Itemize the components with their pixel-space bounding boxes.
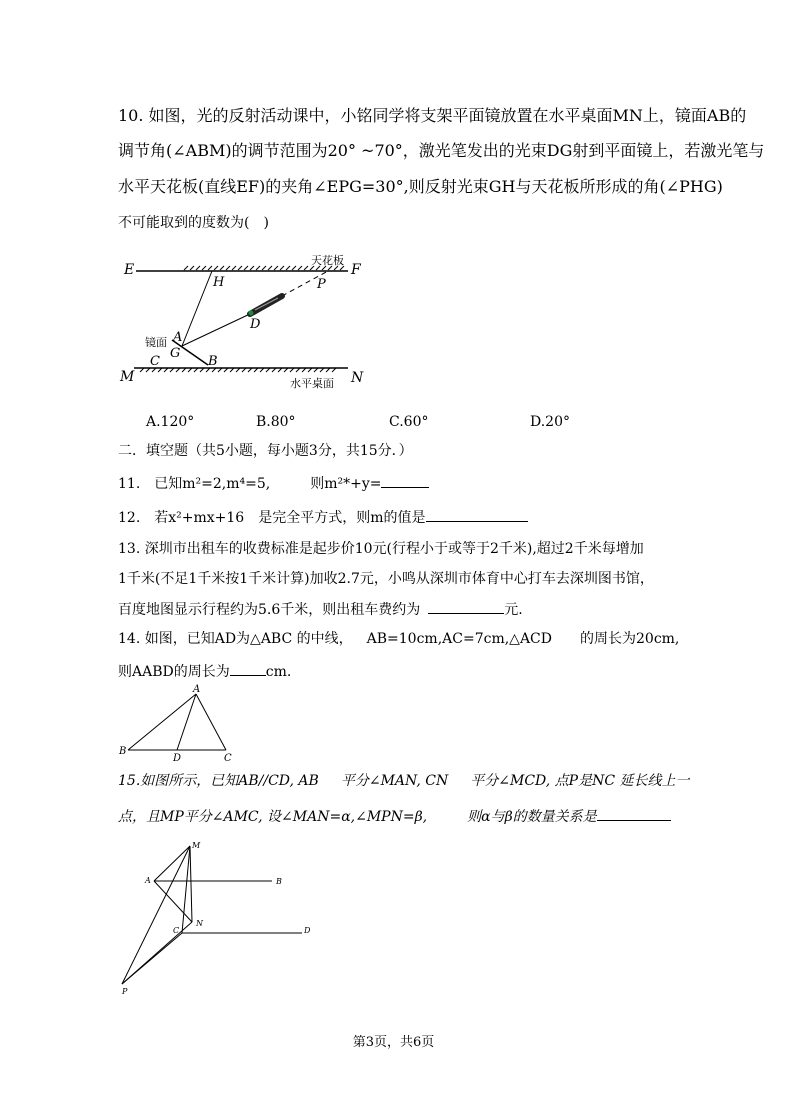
q15-line2b: 则α与β的数量关系是 [467,809,597,825]
q12-text: 12. 若x²+mx+16 是完全平方式，则m的值是 [118,510,426,526]
q13-line1: 13. 深圳市出租车的收费标准是起步价10元(行程小于或等于2千米),超过2千米每增加 [118,541,644,557]
label-ceiling: 天花板 [311,254,344,267]
q14-line1c: 的周长为20cm, [580,631,680,647]
q15-label-b: B [276,877,282,886]
option-c: C.60° [389,414,429,430]
q14-label-a: A [193,684,201,695]
option-a: A.120° [146,414,195,430]
q15-label-m: M [192,841,201,850]
q15-label-a: A [145,876,151,885]
q10-line1: 10. 如图，光的反射活动课中，小铭同学将支架平面镜放置在水平桌面MN上，镜面AB的 [118,106,747,125]
q11-middle: 则m²*+y= [310,476,382,492]
q15-line1 [118,772,690,790]
ray-gh [182,271,212,346]
q13-line2: 1千米(不足1千米按1千米计算)加收2.7元，小鸣从深圳市体育中心打车去深圳图书馆， [118,571,654,587]
q15-line1c: 平分∠MCD, 点P是NC 延长线上一 [470,773,690,789]
q10-figure [0,250,787,410]
q14-label-c: C [224,753,232,764]
q14-triangle-figure [112,682,252,762]
q12-line [118,507,528,527]
q13-line3-prefix: 百度地图显示行程约为5.6千米，则出租车费约为 [118,602,421,618]
q12-answer-blank [426,507,528,522]
label-n: N [351,370,364,386]
q10-line2: 调节角(∠ABM)的调节范围为20° ~70°，激光笔发出的光束DG射到平面镜上，若激光笔与 [118,141,765,160]
label-b: B [208,354,218,369]
label-c: C [150,354,160,369]
q15-line1a: 15.如图所示，已知AB//CD, AB [118,773,319,789]
label-p: P [317,277,326,292]
side-ac [196,694,226,750]
q11-line [118,473,429,493]
q10-line3: 水平天花板(直线EF)的夹角∠EPG=30°,则反射光束GH与天花板所形成的角(∠PHG) [118,177,723,196]
label-mirror: 镜面 [145,336,167,349]
q15-figure [112,836,312,1006]
laser-pen-highlight [255,298,278,310]
q13-line3-suffix: 元. [504,602,523,618]
laser-tip [249,311,254,316]
option-d: D.20° [530,414,570,430]
q15-label-d: D [304,926,311,935]
ray-dg [182,313,252,346]
q15-line2 [118,806,671,826]
section-2-heading: 二．填空题（共5小题，每小题3分，共15分．） [118,443,413,459]
page-footer: 第3页，共6页 [352,1035,435,1050]
q15-label-p: P [122,987,128,996]
q14-label-d: D [173,753,182,764]
q14-label-b: B [119,746,127,757]
segment-cp [122,933,182,984]
label-e: E [124,262,135,278]
q14-line1a: 14. 如图，已知AD为△ABC 的中线， [118,631,353,647]
segment-mp [122,846,190,984]
q14-line1b: AB=10cm,AC=7cm,△ACD [366,631,552,647]
q14-line2 [118,661,291,681]
q15-line1b: 平分∠MAN, CN [340,773,449,789]
side-ab [128,694,196,750]
q10-line4: 不可能取到的度数为( ) [118,215,269,231]
q11-prefix: 11. 已知m²=2,m⁴=5, [118,476,271,492]
label-f: F [351,262,361,278]
label-g: G [170,346,181,361]
q15-label-n: N [196,919,203,928]
q15-answer-blank [597,806,671,821]
q14-answer-blank [230,661,266,676]
q13-line3 [118,599,523,619]
q15-label-c: C [173,926,180,935]
q15-line2a: 点，且MP平分∠AMC, 设∠MAN=α,∠MPN=β, [118,809,428,825]
label-h: H [213,275,225,290]
label-d: D [250,317,261,332]
segment-mn [190,846,192,922]
segment-am [154,846,190,881]
q14-line2-prefix: 则AABD的周长为 [118,664,230,680]
q14-line2-suffix: cm. [265,664,292,680]
option-b: B.80° [256,414,296,430]
label-a: A [173,330,183,345]
q14-line1 [118,630,679,648]
q13-answer-blank [428,599,504,614]
label-desk: 水平桌面 [290,377,334,390]
label-m: M [120,369,135,385]
q11-answer-blank [381,473,429,488]
